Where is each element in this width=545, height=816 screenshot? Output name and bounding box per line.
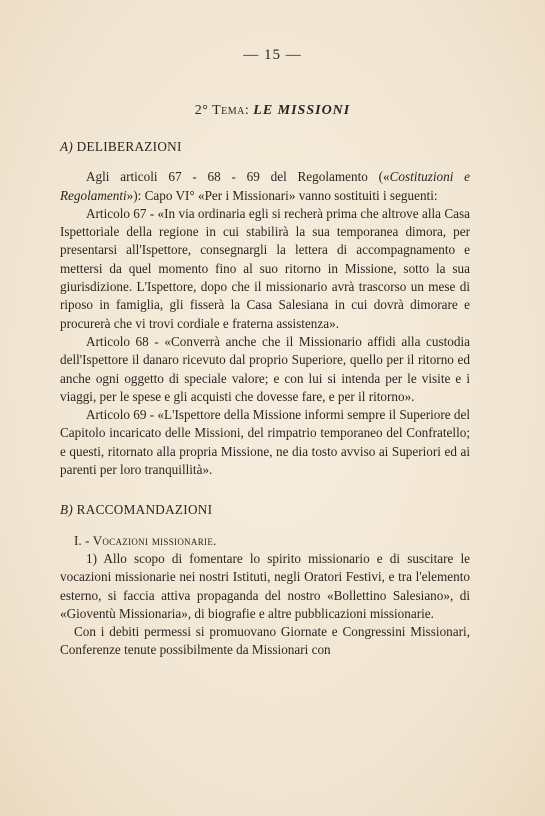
heading-prefix: 2° Tema:	[194, 103, 250, 118]
body-text	[60, 138, 470, 660]
subsection-number: I. -	[74, 532, 90, 548]
article-67: Articolo 67 - «In via ordinaria egli si recherà prima che altrove alla Casa Ispettoriale della regione in cui stabilirà la sua temporanea dimora, per presentarsi all'Ispettore, consegnargli la lettera di accompagnamento e mettersi da quel momento fino al suo ritorno in Missione, sotto la sua giurisdizione. L'Ispettore, dopo che il missionario avrà trascorso un mese di riposo in famiglia, gli fisserà la Casa Salesiana in cui dovrà dimorare e procurerà che vi trovi cordiale e fraterna assistenza».	[60, 205, 470, 331]
subsection-label: Vocazioni missionarie.	[92, 532, 217, 548]
subsection-title	[60, 532, 470, 550]
paragraph-2: Con i debiti permessi si promuovano Giornate e Congressini Missionari, Conferenze tenute possibilmente da Missionari con	[60, 624, 470, 658]
intro-text-1: Agli articoli 67 - 68 - 69 del Regolamento («	[86, 169, 390, 185]
section-b-label: RACCOMANDAZIONI	[76, 502, 213, 518]
section-a-letter: A)	[60, 139, 74, 154]
article-69: Articolo 69 - «L'Ispettore della Missione informi sempre il Superiore del Capitolo incaricato delle Missioni, del rimpatrio temporaneo del Confratello; e questi, ritornato alla propria Missione, ne dia tosto avviso ai Superiori ed ai parenti per loro tranquillità».	[60, 407, 470, 478]
heading-title: LE MISSIONI	[253, 103, 351, 118]
article-68: Articolo 68 - «Converrà anche che il Missionario affidi alla custodia dell'Ispettore il danaro ricevuto dal proprio Superiore, quello per il ritorno ed anche ogni oggetto di speciale valore; e con lui si intenda per le visite e i viaggi, per le spese e gli acquisti che dovesse fare, e per il ritorno».	[60, 333, 470, 404]
page-number: — 15 —	[243, 47, 302, 63]
section-a-label: DELIBERAZIONI	[76, 139, 182, 154]
section-b-letter: B)	[60, 502, 74, 518]
section-b-title	[60, 501, 470, 519]
intro-paragraph	[60, 168, 470, 205]
section-a-title	[60, 138, 470, 156]
intro-italic: Costituzioni e Regolamenti	[60, 169, 471, 203]
section-heading	[0, 103, 545, 119]
paragraph-1: 1) Allo scopo di fomentare lo spirito missionario e di suscitare le vocazioni missionarie nei nostri Istituti, negli Oratori Festivi, e tra l'elemento esterno, si faccia attiva propaganda del nostro «Bollettino Salesiano», di «Gioventù Missionaria», di biografie e altre pubblicazioni missionarie.	[60, 550, 470, 621]
intro-text-2: »): Capo VI° «Per i Missionari» vanno sostituiti i seguenti:	[126, 187, 438, 203]
